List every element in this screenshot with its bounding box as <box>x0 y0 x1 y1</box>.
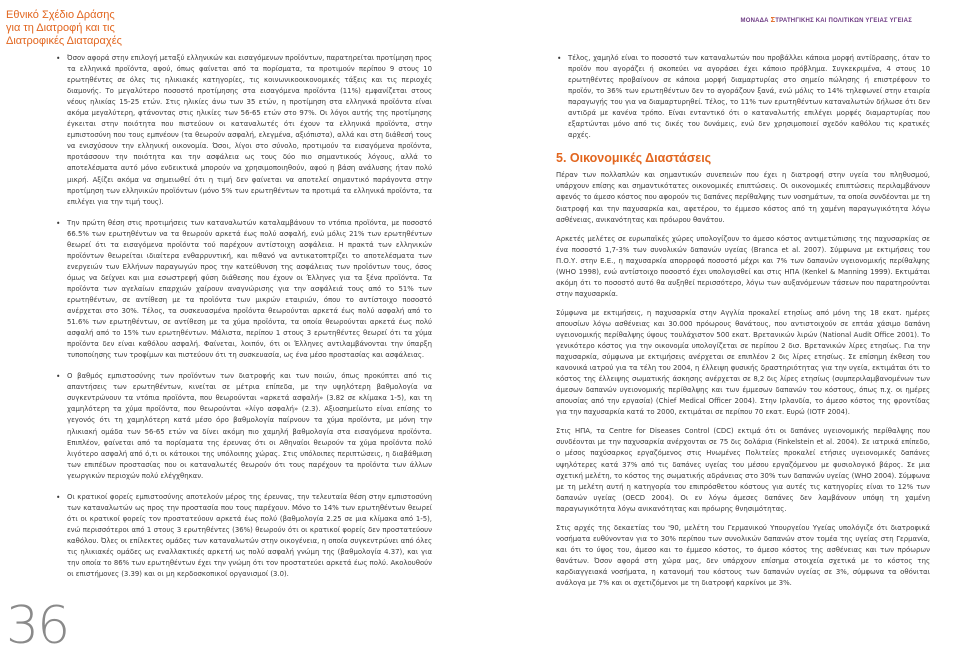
running-header-unit <box>741 15 912 24</box>
bullet-item: • Την πρώτη θέση στις προτιμήσεις των καταναλωτών καταλαμβάνουν το ντόπια προϊόντα, με ποσοστό 66.5% των ερωτηθέντων να τα θεωρούν αρκετά έως πολύ ασφαλή, ενώ μόλις 21% των ερωτηθέντων θεωρεί ότι τα εισαγόμενα προϊόντα τού παρέχουν αντίστοιχη ασφάλεια. Η πρακτά των ελληνικών προϊόντων θεωρείται ιδιαίτερα ενθαρρυντική, και πιθανό να αντικατοπτρίζει το αποτελέσματα των ενεργειών των Ελλήνων παραγωγών προς την κατεύθυνση της ασφάλειας των προϊόντων τους, όσος όμως να δείχνει και μια εσωστρεφή φύση διάθεσης που έχουν οι Έλληνες για τα ξένα προϊόντα. Τα προϊόντα των αγελαίων επαρχιών χαίρουν αναγνώρισης για την ασφάλειά τους από το 51% των ερωτηθέντων, σε αντίθεση με τα προϊόντα των μικρών εταιριών, όπου το αντίστοιχο ποσοστό ανέρχεται στο 30%. Τέλος, τα συσκευασμένα προϊόντα θεωρούνται αρκετά έως πολύ ασφαλή από το 51.6% των ερωτηθέντων, σε αντίθεση με τα χύμα προϊόντα, τα οποία θεωρούνται αρκετά έως πολύ ασφαλή από το 15% των ερωτηθέντων. Μάλιστα, περίπου 1 στους 3 ερωτηθέντες θεωρεί ότι τα χύμα προϊόντα δεν είναι καθόλου ασφαλή. Φαίνεται, λοιπόν, ότι οι Έλληνες αντιλαμβάνονται την ύπαρξη τυποποίησης των τροφίμων και πιστεύουν ότι τη συσκευασία, ως ένα μέσο προστασίας και ασφάλειας. <box>55 218 432 362</box>
section-heading: 5. Οικονομικές Διαστάσεις <box>556 151 712 166</box>
paragraph: Πέραν των πολλαπλών και σημαντικών συνεπειών που έχει η διατροφή στην υγεία του πληθυσμού, υπάρχουν επίσης και σημαντικότατες οικονομικές επιπτώσεις. Οι οικονομικές επιπτώσεις περιλαμβάνουν αφενός το άμεσο κόστος που αφορούν τις δαπάνες περίθαλψης των νοσημάτων, τα οποία συνδέονται με τη διατροφή και την παχυσαρκία και, αφετέρου, το έμμεσο κόστος από τη χαμένη παραγωγικότητα λόγω ασθένειας, ανικανότητας και πρόωρου θανάτου. <box>556 171 930 224</box>
paragraph: Σύμφωνα με εκτιμήσεις, η παχυσαρκία στην Αγγλία προκαλεί ετησίως από μόνη της 18 εκατ. ημέρες απουσίων λόγω ασθένειας και 30.000 πρόωρους θανάτους, που αντιστοιχούν σε επτάα χάσιμο δαπάνη υγειονομικής περίθαλψης ύψους τουλάχιστον 500 εκατ. Βρετανικών λιρών (National Audit Office 2001). Το γενικότερο κόστος για την οικονομία υπολογίζεται σε περίπου 2 δισ. Βρετανικών λίρες ετησίως. Για την παχυσαρκία, σύμφωνα με εκτιμήσεις ανέρχεται σε επιπλέον 2 δις λίρες ετησίως. Σε επίσημη έκθεση του κανονικά ιατρού για τα τέλη του 2004, η έλλειψη φυσικής δραστηριότητας για την υγεία, εκτιμάται ότι το κόστος της έλλειψης σωματικής άσκησης ανέρχεται σε 8,2 δις λίρες ετησίως (συμπεριλαμβανομένων των άμεσων δαπανών υγειονομικής περίθαλψης και των έμμεσων δαπανών του κόστους, όπως π.χ. οι ημέρες απουσίας από την εργασία) (Chief Medical Officer 2004). Στην Ιρλανδία, το άμεσο κόστος της φροντίδας για την παχυσαρκία κατά το 2000, εκτιμάται σε περίπου 70 εκατ. Ευρώ (IOTF 2004). <box>556 308 930 417</box>
header-unit-accent: Σ <box>770 15 776 24</box>
header-unit-prefix: ΜΟΝΑΔΑ <box>740 18 771 24</box>
header-unit-suffix: ΤΡΑΤΗΓΙΚΗΣ ΚΑΙ ΠΟΛΙΤΙΚΩΝ ΥΓΕΙΑΣ ΥΓΕΙΑΣ <box>775 18 912 24</box>
page-number: 36 <box>6 596 69 656</box>
bullet-item: • Οι κρατικοί φορείς εμπιστοσύνης αποτελούν μέρος της έρευνας, την τελευταία θέση στην εμπιστοσύνη των καταναλωτών ως προς την προστασία που τους παρέχουν. Μόνο το 14% των ερωτηθέντων θεωρεί ότι οι κρατικοί φορείς τον προστατεύουν αρκετά έως πολύ (βαθμολογία 2.25 σε μια κλίμακα από 1-5), ενώ περισσότεροι από 1 στους 3 ερωτηθέντες (36%) θεωρούν ότι οι κρατικοί φορείς δεν προστατεύουν καθόλου. Όλες οι επίλεκτες ομάδες των καταναλωτών στην οικογένεια, η οποία συγκεντρώνει από όλες τις ηλικιακές ομάδες ως εναλλακτικές αρκετή ως πολύ ασφαλή γνώμη της (βαθμολογία 4.37), και για την οποία το 86% των ερωτηθέντων έχει την γνώμη ότι τον προστατεύει αρκετά έως πολύ. Ακολουθούν οι επιστήμονες (3.39) και οι μη κερδοσκοπικοί οργανισμοί (3.0). <box>55 492 432 580</box>
right-column <box>556 53 930 597</box>
bullet-item: • Τέλος, χαμηλό είναι το ποσοστό των καταναλωτών που προβάλλει κάποια μορφή αντίδρασης, όταν το προϊόν που αγοράζει ή σκοπεύει να αγοράσει έχει κάποιο πρόβλημα. Συγκεκριμένα, 4 στους 10 ερωτηθέντες προβαίνουν σε κάποια μορφή διαμαρτυρίας στο σημείο πώλησης ή επιστρέφουν το προϊόν, το 36% των ερωτηθέντων δεν το αγοράζουν ξανά, ενώ μόλις το 14% τηλεφωνεί στην εταιρία παραγωγής του για να διαμαρτυρηθεί. Τέλος, το 11% των ερωτηθέντων καταναλωτών δήλωσε ότι δεν αντιδρά με κανένα τρόπο. Είναι ενταντικό ότι ο καταναλωτής επιλέγει μορφές διαμαρτυρίας που εξαρτώνται μόνο από τις δικές του δυνάμεις, ενώ δεν χρησιμοποιεί σχεδόν καθόλου τις κρατικές αρχές. <box>556 53 930 141</box>
bullet-item: • Όσον αφορά στην επιλογή μεταξύ ελληνικών και εισαγόμενων προϊόντων, παρατηρείται προτίμηση προς τα ελληνικά προϊόντα, αφού, όπως φαίνεται από τα πορίσματα, τα προτιμούν περίπου 9 στους 10 ερωτηθέντες σε όλες τις ηλικιακές κατηγορίες, τις κοινωνικοοικονομικές τάξεις και τις περιοχές διαμονής. Το μεγαλύτερο ποσοστό προτίμησης στα εισαγόμενα προϊόντα (11%) εμφανίζεται στους νέους ηλικίας 15-25 ετών. Στις ηλικίες άνω των 35 ετών, η προτίμηση στα ελληνικά προϊόντα είναι ακόμα μεγαλύτερη, φτάνοντας στις ηλικίες των 56-65 ετών στο 97%. Οι λόγοι αυτής της προτίμησης έγκειται στην ποιότητα που πιστεύουν οι καταναλωτές ότι έχουν τα ελληνικά προϊόντα, στην εμπιστοσύνη που τους εμπνέουν (τα θεωρούν ασφαλή, ελεγμένα, αξιόπιστα), αλλά και στη διάθεσή τους να ενισχύσουν την ελληνική οικονομία. Όσοι, λίγοι στο σύνολο, προτιμούν τα εισαγόμενα προϊόντα, προτάσσουν την ποιότητα και την ασφάλεια ως τους δύο πιο σημαντικούς λόγους, αλλά το αποτελέσματα αυτό μόνο ενδεικτικά μπορούν να χρησιμοποιηθούν, αφού η βάση ανάλυσης ήταν πολύ μικρή. Αξίζει ακόμα να σημειωθεί ότι η τιμή δεν φαίνεται να αποτελεί σημαντικό παράγοντα στην προτίμηση των ελληνικών προϊόντων (μόνο 5% των ερωτηθέντων τα προτιμά τα ελληνικά προϊόντα, τα επιλέγει για την τιμή τους). <box>55 53 432 208</box>
bullet-item: • Ο βαθμός εμπιστοσύνης των προϊόντων των διατροφής και των ποιών, όπως προκύπτει από τις απαντήσεις των ερωτηθέντων, κινείται σε μέτρια επίπεδα, με την υψηλότερη βαθμολογία να συγκεντρώνουν τα ντόπια προϊόντα, που θεωρούνται «αρκετά ασφαλή» (3.82 σε κλίμακα 1-5), και τη χαμηλότερη τα χύμα προϊόντα, που θεωρούνται «λίγο ασφαλή» (2.3). Αξιοσημείωτο είναι επίσης το γεγονός ότι τη χαμηλότερη κατά μέσο όρο βαθμολογία παίρνουν τα χύμα προϊόντα, με μόνη την ηλικιακή ομάδα των 56-65 ετών να δίνει ακόμη πιο χαμηλή βαθμολογία στα εισαγόμενα προϊόντα. Επιπλέον, φαίνεται από τα πορίσματα της έρευνας ότι οι Αθηναίοι θεωρούν τα χύμα προϊόντα πολύ λιγότερο ασφαλή από ό,τι οι κάτοικοι της υπόλοιπης χώρας. Στις υπόλοιπες περιπτώσεις, η διαβάθμιση των επιπέδων προστασίας που οι καταναλωτές θεωρούν ότι τους παρέχουν τα προϊόντα των άλλων γεωργικών περιοχών πολύ ελέγχθηκαν. <box>55 371 432 481</box>
header-line-1: Εθνικό Σχέδιο Δράσης <box>6 9 115 21</box>
paragraph: Στις αρχές της δεκαετίας του '90, μελέτη του Γερμανικού Υπουργείου Υγείας υπολόγιζε ότι διατροφικά νοσήματα ευθύνονταν για το 30% περίπου των συνολικών δαπανών στον τομέα της υγείας στη Γερμανία, και ότι το ύψος του, άμεσο και το έμμεσο κόστος, το άμεσο κόστος της ασθένειας και των πρόωρων θανάτων. Όσον αφορά στη χώρα μας, δεν υπάρχουν επίσημα στοιχεία σχετικά με το κόστος της καρδιαγγειακά νοσήματα, η κατανομή του κόστους των δαπανών υγείας σε 3%, σύμφωνα τα οθόνιται ανάλογα με 7% και οι σχετιζόμενοι με τη διατροφή καρκίνοι με 3%. <box>556 523 930 587</box>
running-header-title <box>6 9 156 48</box>
header-line-2: για τη Διατροφή και τις <box>6 22 115 34</box>
left-column <box>55 53 432 590</box>
paragraph: Αρκετές μελέτες σε ευρωπαϊκές χώρες υπολογίζουν το άμεσο κόστος αντιμετώπισης της παχυσαρκίας σε ένα ποσοστό 1,7-3% των συνολικών δαπανών υγείας (Branca et al. 2007). Σύμφωνα με εκτιμήσεις του Π.Ο.Υ. στην Ε.Ε., η παχυσαρκία απορροφά ποσοστό μέχρι και 7% των δαπανών υγειονομικής περίθαλψης (WHO 1998), ενώ αντίστοιχο ποσοστό έχει υπολογισθεί και στις ΗΠΑ (Kenkel & Manning 1999). Εκτιμάται ακόμη ότι το ποσοστό αυτό θα αυξηθεί περισσότερο, λόγω των αυξανόμενων τάσεων που παρατηρούνται στην παχυσαρκία. <box>556 234 930 298</box>
paragraph: Στις ΗΠΑ, τα Centre for Diseases Control (CDC) εκτιμά ότι οι δαπάνες υγειονομικής περίθαλψης που συνδέονται με την παχυσαρκία ανέρχονται σε 75 δις δολάρια (Finkelstein et al. 2004). Σε ιατρικά επίπεδο, ο μέσος παχύσαρκος εργαζόμενος στις Ηνωμένες Πολιτείες προκαλεί ετήσιες υγειονομικές δαπάνες υψηλότερες κατά 37% από τις δαπάνες υγείας του μέσου εργαζόμενου με φυσιολογικό βάρος. Σε μια σχετική μελέτη, το κόστος της σωματικής αδράνειας στο 30% των δαπανών υγείας (WHO 2004). Σύμφωνα με τη μελέτη αυτή η κατηγορία του επιπρόσθετου κόστους για αυτές τις κατηγορίες είναι το 12% των δαπανών υγείας (OECD 2004). Οι εν λόγω άμεσες δαπάνες δεν λαμβάνουν υπόψη τη χαμένη παραγωγικότητα λόγω ανικανότητας και πρόωρης θνησιμότητας. <box>556 427 930 513</box>
header-line-3: Διατροφικές Διαταραχές <box>6 35 122 47</box>
